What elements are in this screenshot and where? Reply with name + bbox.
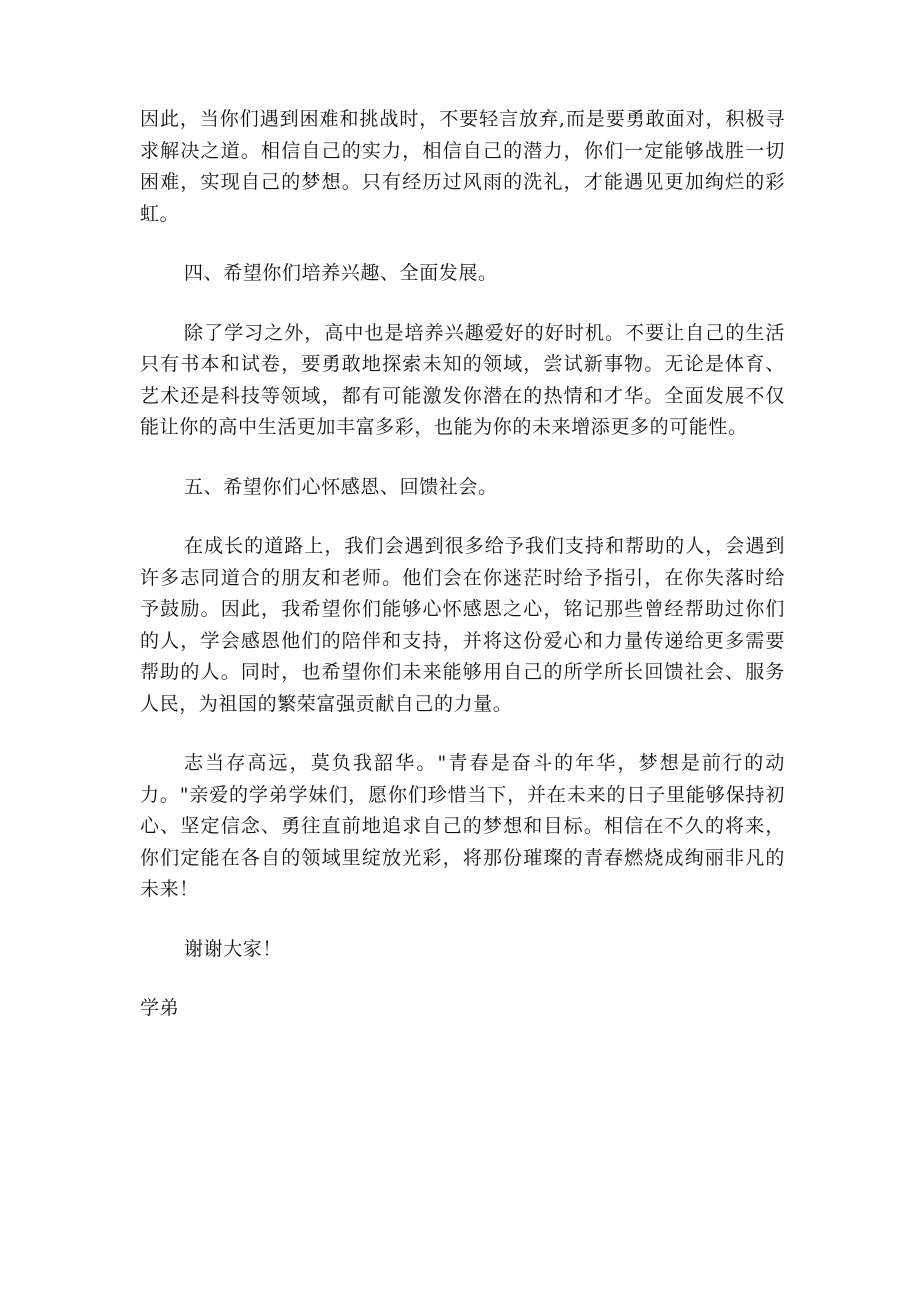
section-heading-interests: 四、希望你们培养兴趣、全面发展。 [184,262,498,284]
paragraph-perseverance: 因此，当你们遇到困难和挑战时，不要轻言放弃,而是要勇敢面对，积极寻求解决之道。相信自己的实力，相信自己的潜力，你们一定能够战胜一切困难，实现自己的梦想。只有经历过风雨的洗礼，才能遇见更加绚烂的彩虹。 [140,108,785,225]
paragraph-gratitude: 在成长的道路上，我们会遇到很多给予我们支持和帮助的人，会遇到许多志同道合的朋友和老师。他们会在你迷茫时给予指引，在你失落时给予鼓励。因此，我希望你们能够心怀感恩之心，铭记那些曾经帮助过你们的人，学会感恩他们的陪伴和支持，并将这份爱心和力量传递给更多需要帮助的人。同时，也希望你们未来能够用自己的所学所长回馈社会、服务人民，为祖国的繁荣富强贡献自己的力量。 [140,535,785,715]
section-heading-gratitude: 五、希望你们心怀感恩、回馈社会。 [184,475,498,498]
paragraph-interests: 除了学习之外，高中也是培养兴趣爱好的好时机。不要让自己的生活只有书本和试卷，要勇敢地探索未知的领域，尝试新事物。无论是体育、艺术还是科技等领域，都有可能激发你潜在的热情和才华。全面发展不仅能让你的高中生活更加丰富多彩，也能为你的未来增添更多的可能性。 [140,321,785,438]
paragraph-closing: 志当存高远，莫负我韶华。"青春是奋斗的年华，梦想是前行的动力。"亲爱的学弟学妹们，愿你们珍惜当下，并在未来的日子里能够保持初心、坚定信念、勇往直前地追求自己的梦想和目标。相信在不久的将来，你们定能在各自的领域里绽放光彩，将那份璀璨的青春燃烧成绚丽非凡的未来！ [140,752,785,900]
signature: 学弟 [140,997,180,1019]
thanks-line: 谢谢大家！ [184,937,283,960]
document-page [140,104,785,1025]
